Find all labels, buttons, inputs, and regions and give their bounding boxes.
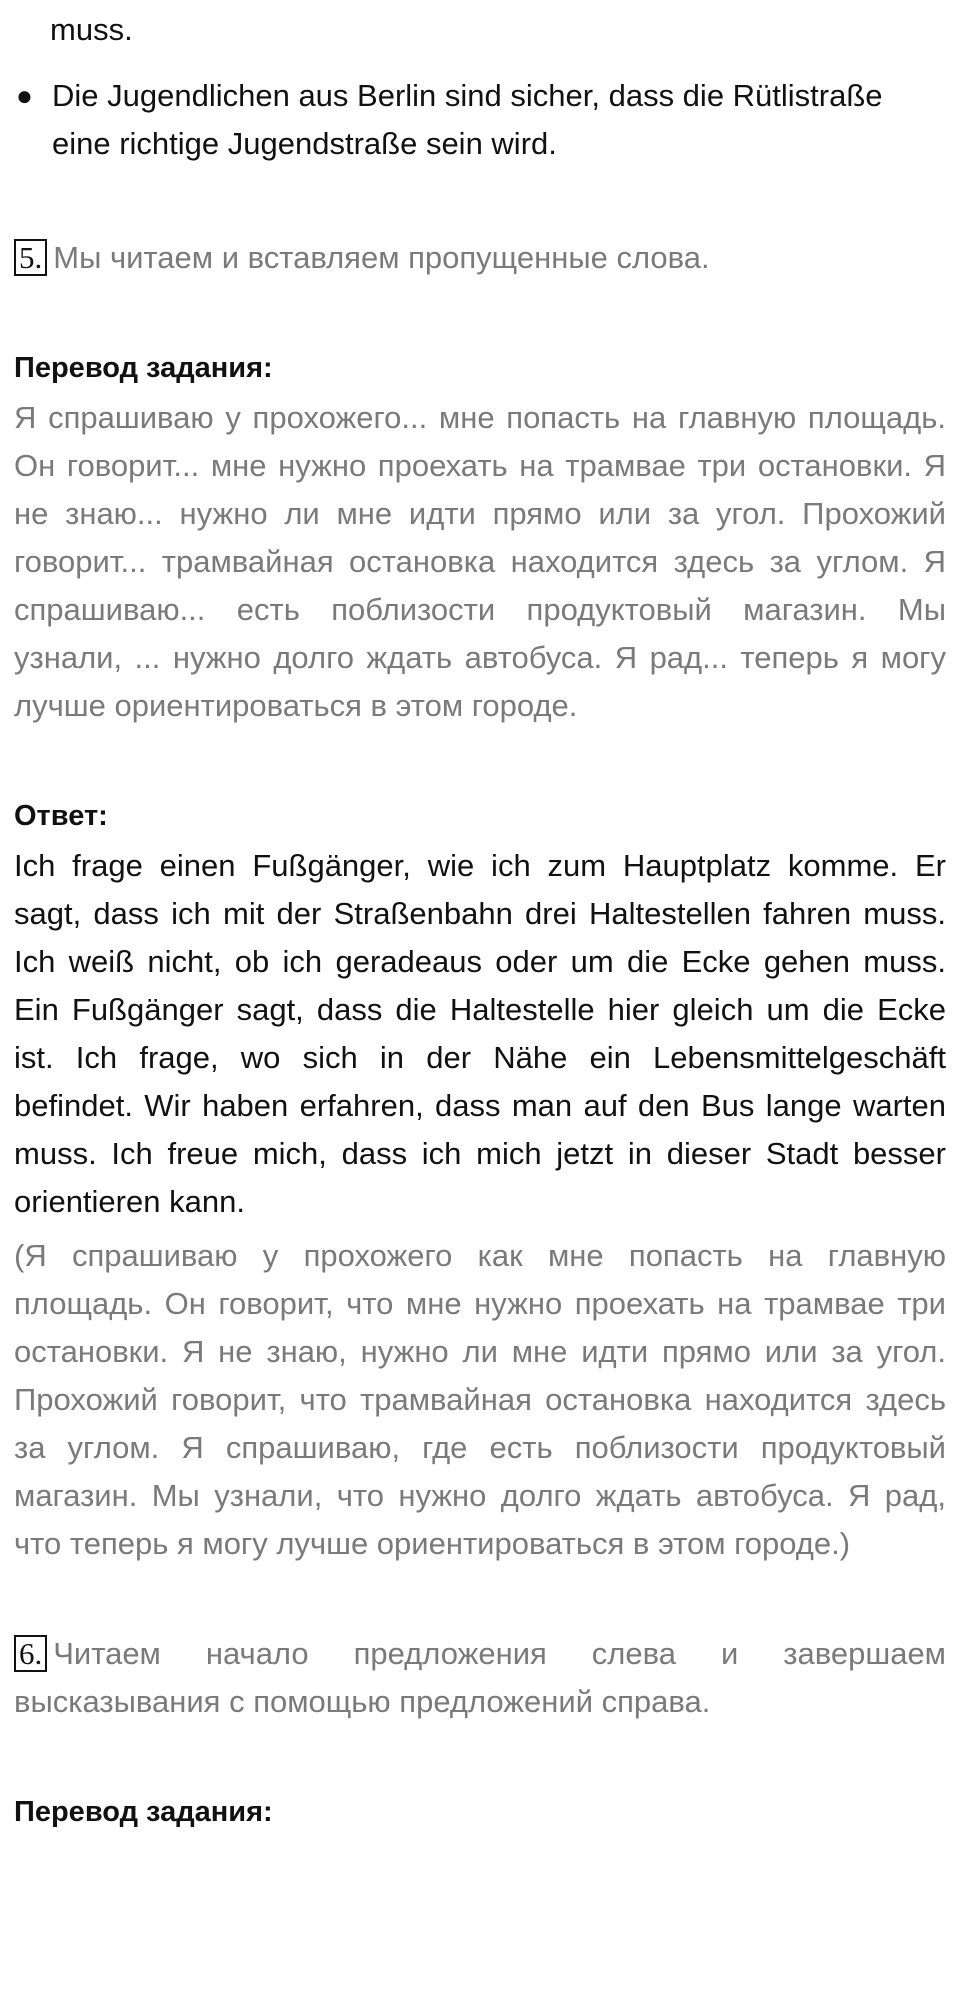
bullet-text [52, 72, 906, 168]
task-6-instruction [14, 1630, 946, 1726]
task-5-instruction-text: Мы читаем и вставляем пропущенные слова. [53, 240, 710, 275]
task-5-answer-translation: (Я спрашиваю у прохожего как мне попасть на главную площадь. Он говорит, что мне нужно проехать на трамвае три остановки. Я не знаю, нужно ли мне идти прямо или за угол. Прохожий говорит, что трамвайная остановка находится здесь за углом. Я спрашиваю, где есть поблизости продуктовый магазин. Мы узнали, что нужно долго ждать автобуса. Я рад, что теперь я могу лучше ориентироваться в этом городе.) [14, 1238, 946, 1561]
document-page [14, 0, 946, 1836]
task-5-number-box: 5. [14, 239, 47, 276]
bullet-item [14, 72, 946, 168]
task-5-answer-text: Ich frage einen Fußgänger, wie ich zum Hauptplatz komme. Er sagt, dass ich mit der Straßenbahn drei Haltestellen fahren muss. Ich weiß nicht, ob ich geradeaus oder um die Ecke gehen muss. Ein Fußgänger sagt, dass die Haltestelle hier gleich um die Ecke ist. Ich frage, wo sich in der Nähe ein Lebensmittelgeschäft befindet. Wir haben erfahren, dass man auf den Bus lange warten muss. Ich freue mich, dass ich mich jetzt in dieser Stadt besser orientieren kann. [14, 848, 946, 1219]
bullet-line-2: eine richtige Jugendstraße sein wird. [52, 126, 557, 161]
task-5-translation-text: Я спрашиваю у прохожего... мне попасть на главную площадь. Он говорит... мне нужно проехать на трамвае три остановки. Я не знаю... нужно ли мне идти прямо или за угол. Прохожий говорит... трамвайная остановка находится здесь за углом. Я спрашиваю... есть поблизости продуктовый магазин. Мы узнали, ... нужно долго ждать автобуса. Я рад... теперь я могу лучше ориентироваться в этом городе. [14, 400, 946, 723]
task-6-translation-heading: Перевод задания: [14, 1796, 273, 1828]
bullet-line-1: Die Jugendlichen aus Berlin sind sicher, dass die Rütlistraße [52, 78, 883, 113]
bullet-dot-icon: ● [16, 80, 33, 111]
task-6-instruction-text: Читаем начало предложения слева и завершаем высказывания с помощью предложений справа. [14, 1636, 946, 1719]
previous-bullet-fragment: muss. [50, 12, 133, 47]
task-5-translation-heading: Перевод задания: [14, 352, 273, 384]
task-6-number-box: 6. [14, 1635, 47, 1672]
task-5-instruction [14, 234, 946, 282]
task-5-answer-heading: Ответ: [14, 800, 108, 832]
